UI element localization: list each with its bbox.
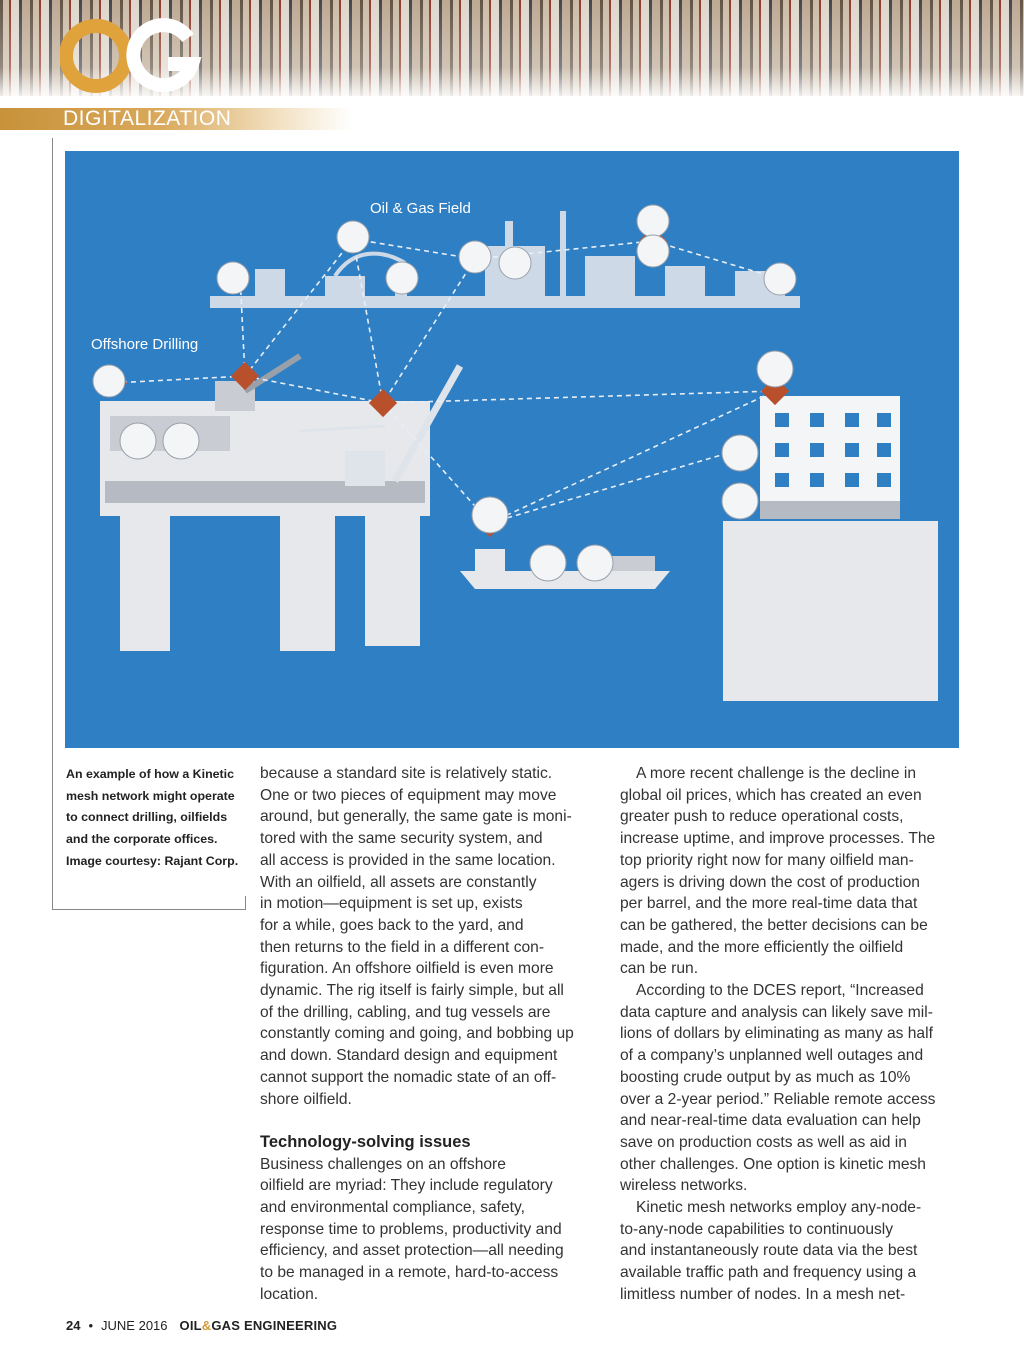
column-2-text xyxy=(620,763,965,1306)
og-logo xyxy=(60,16,210,94)
mesh-network-illustration xyxy=(65,151,959,748)
column-1-line: One or two pieces of equipment may move xyxy=(260,786,557,804)
column-1-line: Business challenges on an offshore xyxy=(260,1155,506,1173)
column-2-line: available traffic path and frequency using a xyxy=(620,1264,917,1282)
column-1-line: oilfield are myriad: They include regulatory xyxy=(260,1177,553,1195)
page-number: 24 xyxy=(66,1318,81,1333)
frame-rule-horizontal xyxy=(52,909,246,910)
column-2-line: lions of dollars by eliminating as many as half xyxy=(620,1025,933,1043)
column-2-line: over a 2-year period.” Reliable remote access xyxy=(620,1090,936,1108)
column-1-line: around, but generally, the same gate is moni- xyxy=(260,808,572,826)
column-1-paragraph-a xyxy=(260,763,605,1110)
column-2-line: can be run. xyxy=(620,960,699,978)
column-2-line: increase uptime, and improve processes. The xyxy=(620,830,936,848)
column-1-line: and down. Standard design and equipment xyxy=(260,1047,558,1065)
column-2-line: and near-real-time data evaluation can help xyxy=(620,1112,921,1130)
column-1-line: response time to problems, productivity and xyxy=(260,1220,562,1238)
column-1-line: all access is provided in the same location. xyxy=(260,851,556,869)
column-2-line: to-any-node capabilities to continuously xyxy=(620,1220,894,1238)
column-2-line: other challenges. One option is kinetic mesh xyxy=(620,1155,926,1173)
frame-rule-vertical xyxy=(52,138,53,910)
column-2-line: and instantaneously route data via the best xyxy=(620,1242,918,1260)
label-offshore-drilling: Offshore Drilling xyxy=(91,336,199,353)
column-2-line: of a company’s unplanned well outages and xyxy=(620,1047,924,1065)
column-1-line: constantly coming and going, and bobbing up xyxy=(260,1025,574,1043)
column-1-line: tored with the same security system, and xyxy=(260,830,543,848)
column-2-line: data capture and analysis can likely save mil- xyxy=(620,1003,933,1021)
footer-separator: • xyxy=(88,1318,94,1333)
article-column-2 xyxy=(620,763,965,1306)
column-2-line: save on production costs as well as aid in xyxy=(620,1133,907,1151)
column-2-line: A more recent challenge is the decline in xyxy=(636,765,916,782)
column-1-line: shore oilfield. xyxy=(260,1090,352,1108)
column-2-line: According to the DCES report, “Increased xyxy=(636,982,924,1000)
column-1-line: With an oilfield, all assets are constantly xyxy=(260,873,537,891)
column-1-line: cannot support the nomadic state of an off- xyxy=(260,1068,557,1086)
column-1-line: to be managed in a remote, hard-to-access xyxy=(260,1264,559,1282)
column-2-line: made, and the more efficiently the oilfield xyxy=(620,938,904,956)
column-2-line: per barrel, and the more real-time data that xyxy=(620,895,918,913)
column-2-line: boosting crude output by as much as 10% xyxy=(620,1068,911,1086)
column-1-line: location. xyxy=(260,1285,319,1303)
column-2-line: top priority right now for many oilfield man- xyxy=(620,851,914,869)
column-2-line: global oil prices, which has created an even xyxy=(620,786,922,804)
column-2-line: agers is driving down the cost of production xyxy=(620,873,920,891)
page-footer xyxy=(66,1318,337,1333)
column-1-line: efficiency, and asset protection—all needing xyxy=(260,1242,564,1260)
column-1-line: then returns to the field in a different con- xyxy=(260,938,545,956)
column-2-line: limitless number of nodes. In a mesh net- xyxy=(620,1285,906,1303)
column-1-line: for a while, goes back to the yard, and xyxy=(260,916,524,934)
section-label: DIGITALIZATION xyxy=(63,107,232,130)
column-1-line: of the drilling, cabling, and tug vessels are xyxy=(260,1003,551,1021)
frame-rule-tick xyxy=(245,896,246,910)
column-1-line: figuration. An offshore oilfield is even more xyxy=(260,960,554,978)
column-1-line: and environmental compliance, safety, xyxy=(260,1199,525,1217)
label-oil-gas-field: Oil & Gas Field xyxy=(370,200,471,217)
column-2-line: can be gathered, the better decisions can be xyxy=(620,916,928,934)
column-1-line: dynamic. The rig itself is fairly simple, but all xyxy=(260,982,564,1000)
column-1-line: in motion—equipment is set up, exists xyxy=(260,895,523,913)
article-column-1 xyxy=(260,763,605,1306)
subhead-technology: Technology-solving issues xyxy=(260,1132,471,1151)
issue-date: JUNE 2016 xyxy=(101,1318,168,1333)
magazine-name: OIL&GAS ENGINEERING xyxy=(179,1318,338,1333)
column-2-line: Kinetic mesh networks employ any-node- xyxy=(636,1199,922,1217)
column-2-line: wireless networks. xyxy=(620,1177,748,1195)
column-2-line: greater push to reduce operational costs, xyxy=(620,808,904,826)
figure-caption: An example of how a Kinetic mesh network might operate to connect drilling, oilfields and the corporate offices. Image courtesy: Rajant Corp. xyxy=(66,767,239,868)
column-1-paragraph-b xyxy=(260,1154,605,1306)
column-1-line: because a standard site is relatively static. xyxy=(260,765,553,782)
